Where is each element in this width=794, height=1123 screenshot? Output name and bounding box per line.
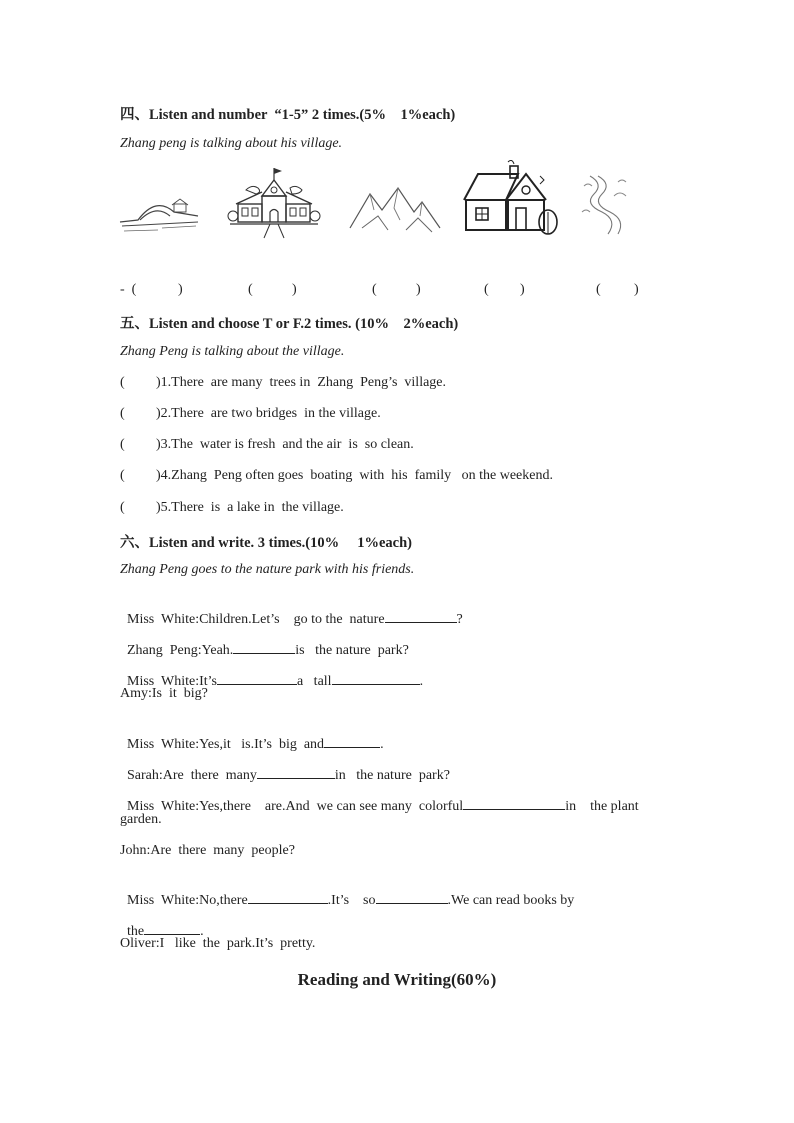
tf-item-2: )2.There are two bridges in the village. [156,406,381,421]
dialogue-line-5: Miss White:Yes,it is.It’s big and . [120,718,384,753]
dialogue-line-3: Miss White:It’s a tall . [120,655,423,690]
tf-item-4: )4.Zhang Peng often goes boating with his family on the weekend. [156,468,553,483]
answer-open-5: ( [596,282,601,297]
answer-blank[interactable] [463,796,565,810]
dialogue-line-8: garden. [120,812,162,827]
section5-intro: Zhang Peng is talking about the village. [120,344,345,359]
answer-close-2: ) [292,282,297,297]
tf-item-1: )1.There are many trees in Zhang Peng’s village. [156,375,447,390]
answer-open-1: - ( [120,282,137,297]
tf-item-5-open: ( [120,500,125,515]
dialogue-line-6: Sarah:Are there many in the nature park? [120,749,450,784]
dialogue-line-9: John:Are there many people? [120,843,295,858]
answer-blank[interactable] [332,671,420,685]
section4-heading: 四、Listen and number “1-5” 2 times.(5% 1%each) [120,107,456,123]
tf-item-1-open: ( [120,375,125,390]
house-icon [460,160,560,240]
answer-open-3: ( [372,282,377,297]
tf-item-3-open: ( [120,437,125,452]
answer-close-4: ) [520,282,525,297]
answer-blank[interactable] [233,640,295,654]
dialogue-line-12: Oliver:I like the park.It’s pretty. [120,936,316,951]
school-icon [226,166,322,240]
tf-item-5: )5.There is a lake in the village. [156,500,344,515]
answer-blank[interactable] [257,765,335,779]
section5-heading: 五、Listen and choose T or F.2 times. (10% 2%each) [120,316,459,332]
answer-close-1: ) [178,282,183,297]
answer-blank[interactable] [376,890,448,904]
answer-blank[interactable] [217,671,297,685]
answer-blank[interactable] [385,609,457,623]
mountains-icon [348,180,442,238]
bridge-icon [118,190,200,235]
section4-intro: Zhang peng is talking about his village. [120,136,343,151]
river-icon [578,172,634,238]
answer-blank[interactable] [324,734,380,748]
tf-item-4-open: ( [120,468,125,483]
tf-item-2-open: ( [120,406,125,421]
dialogue-line-4: Amy:Is it big? [120,686,208,701]
dialogue-line-7: Miss White:Yes,there are.And we can see many colorful in the plant [120,780,639,815]
section-title-reading-writing: Reading and Writing(60%) [297,970,497,989]
answer-close-3: ) [416,282,421,297]
dialogue-line-10: Miss White:No,there .It’s so .We can read books by [120,874,574,909]
answer-open-4: ( [484,282,489,297]
tf-item-3: )3.The water is fresh and the air is so clean. [156,437,414,452]
answer-close-5: ) [634,282,639,297]
section6-intro: Zhang Peng goes to the nature park with his friends. [120,562,415,577]
answer-blank[interactable] [248,890,328,904]
dialogue-line-11: the . [120,905,204,940]
dialogue-line-1: Miss White:Children.Let’s go to the nature ? [120,593,463,628]
section6-heading: 六、Listen and write. 3 times.(10% 1%each) [120,535,412,551]
answer-open-2: ( [248,282,253,297]
answer-blank[interactable] [144,921,200,935]
dialogue-line-2: Zhang Peng:Yeah. is the nature park? [120,624,409,659]
